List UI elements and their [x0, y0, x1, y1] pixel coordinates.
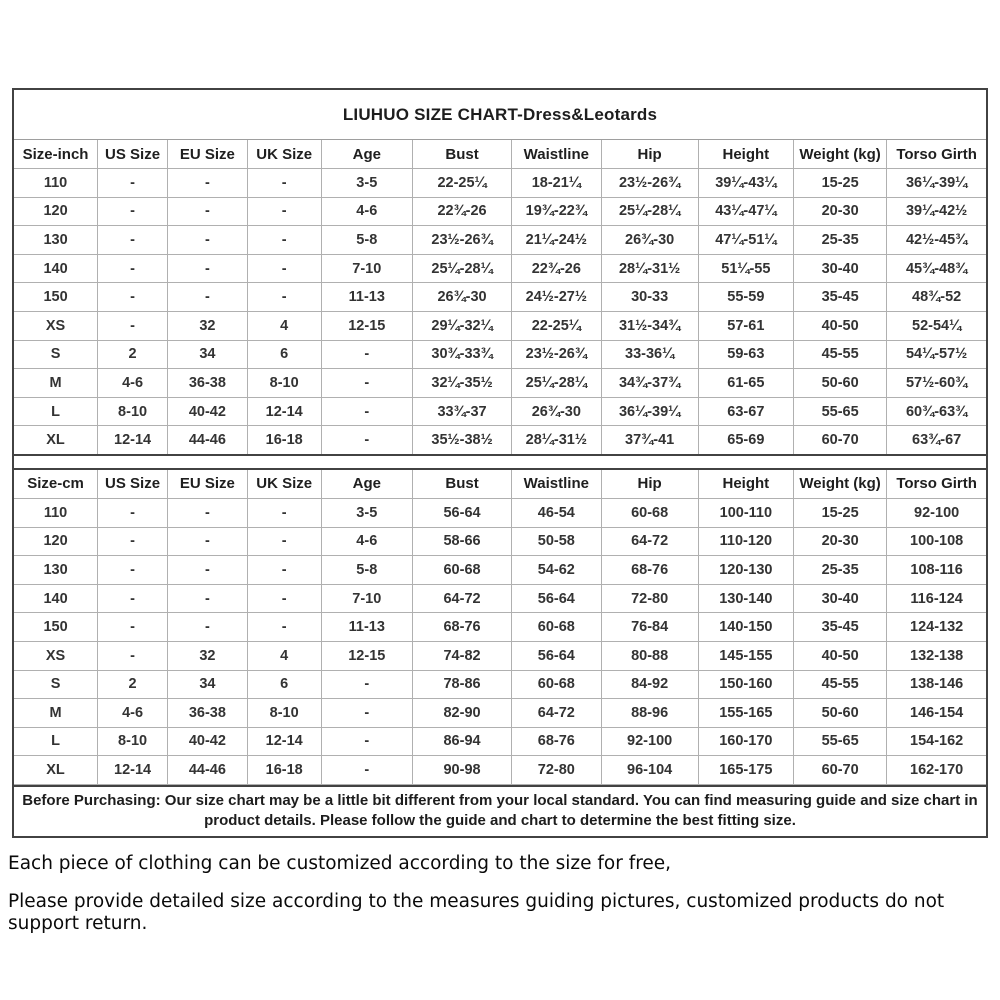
column-header: Height	[698, 469, 793, 499]
table-cell: 23½-26¾	[601, 169, 698, 198]
size-table-cm	[14, 468, 986, 785]
table-cell: 12-14	[247, 727, 321, 756]
table-cell: 42½-45¾	[887, 226, 986, 255]
column-header: EU Size	[168, 140, 248, 169]
table-cell: 60-68	[512, 670, 601, 699]
table-cell: 11-13	[321, 613, 412, 642]
table-cell: 92-100	[601, 727, 698, 756]
table-cell: 6	[247, 670, 321, 699]
table-cell: 155-165	[698, 699, 793, 728]
table-cell: 110	[14, 169, 98, 198]
table-cell: 4-6	[98, 699, 168, 728]
column-header: Hip	[601, 140, 698, 169]
table-cell: 12-14	[98, 426, 168, 455]
table-cell: 3-5	[321, 498, 412, 527]
table-cell: 39¼-43¼	[698, 169, 793, 198]
table-cell: 80-88	[601, 641, 698, 670]
table-cell: 50-60	[793, 699, 886, 728]
table-cell: 26¾-30	[601, 226, 698, 255]
column-header: Bust	[412, 140, 511, 169]
table-cell: 12-14	[247, 397, 321, 426]
table-cell: 15-25	[793, 498, 886, 527]
table-cell: L	[14, 727, 98, 756]
table-cell: 146-154	[887, 699, 986, 728]
table-cell: L	[14, 397, 98, 426]
purchase-note: Before Purchasing: Our size chart may be a little bit different from your local standard. You can find measuring guide and size chart in product details. Please follow the guide and chart to determine the best fitting size.	[14, 785, 986, 837]
table-cell: -	[321, 340, 412, 369]
table-cell: -	[168, 613, 248, 642]
table-cell: -	[247, 584, 321, 613]
table-cell: 45-55	[793, 670, 886, 699]
table-cell: 60-68	[412, 556, 511, 585]
table-cell: 68-76	[601, 556, 698, 585]
column-header: Torso Girth	[887, 140, 986, 169]
table-cell: 24½-27½	[512, 283, 601, 312]
footer-note-2: Please provide detailed size according to the measures guiding pictures, customized products do not support return.	[8, 891, 945, 934]
table-cell: 82-90	[412, 699, 511, 728]
table-cell: 72-80	[601, 584, 698, 613]
table-cell: 150	[14, 613, 98, 642]
table-cell: 150-160	[698, 670, 793, 699]
table-cell: 22¾-26	[412, 197, 511, 226]
table-cell: 37¾-41	[601, 426, 698, 455]
table-cell: 21¼-24½	[512, 226, 601, 255]
column-header: EU Size	[168, 469, 248, 499]
column-header: US Size	[98, 469, 168, 499]
table-cell: 44-46	[168, 756, 248, 785]
header-row	[14, 140, 986, 169]
table-cell: S	[14, 670, 98, 699]
table-cell: 12-15	[321, 641, 412, 670]
table-cell: 36-38	[168, 699, 248, 728]
table-cell: 11-13	[321, 283, 412, 312]
table-cell: 56-64	[512, 641, 601, 670]
table-cell: 57½-60¾	[887, 369, 986, 398]
table-cell: 47¼-51¼	[698, 226, 793, 255]
table-cell: -	[247, 197, 321, 226]
table-cell: 63¾-67	[887, 426, 986, 455]
table-cell: 120	[14, 527, 98, 556]
column-header: Weight (kg)	[793, 140, 886, 169]
table-cell: -	[321, 699, 412, 728]
column-header: Waistline	[512, 469, 601, 499]
table-cell: 8-10	[98, 397, 168, 426]
table-cell: 22-25¼	[512, 311, 601, 340]
table-cell: 36-38	[168, 369, 248, 398]
table-row	[14, 254, 986, 283]
table-cell: -	[247, 283, 321, 312]
table-cell: -	[98, 254, 168, 283]
table-cell: 31½-34¾	[601, 311, 698, 340]
table-cell: -	[247, 527, 321, 556]
table-cell: 35-45	[793, 613, 886, 642]
table-cell: XL	[14, 426, 98, 455]
table-cell: 86-94	[412, 727, 511, 756]
chart-title: LIUHUO SIZE CHART-Dress&Leotards	[14, 90, 986, 140]
table-cell: XS	[14, 311, 98, 340]
table-cell: 64-72	[601, 527, 698, 556]
column-header: Size-cm	[14, 469, 98, 499]
table-cell: 88-96	[601, 699, 698, 728]
table-cell: 57-61	[698, 311, 793, 340]
table-row	[14, 699, 986, 728]
column-header: Height	[698, 140, 793, 169]
table-cell: -	[168, 283, 248, 312]
table-cell: 26¾-30	[512, 397, 601, 426]
table-cell: -	[168, 556, 248, 585]
table-cell: M	[14, 699, 98, 728]
column-header: Weight (kg)	[793, 469, 886, 499]
table-cell: -	[168, 584, 248, 613]
column-header: Age	[321, 469, 412, 499]
table-row	[14, 226, 986, 255]
table-cell: 46-54	[512, 498, 601, 527]
table-cell: 12-14	[98, 756, 168, 785]
table-row	[14, 641, 986, 670]
table-cell: 25¼-28¼	[412, 254, 511, 283]
table-row	[14, 369, 986, 398]
table-cell: 23½-26¾	[512, 340, 601, 369]
table-cell: 25¼-28¼	[512, 369, 601, 398]
table-cell: -	[98, 169, 168, 198]
table-cell: 120	[14, 197, 98, 226]
table-cell: 162-170	[887, 756, 986, 785]
table-cell: 120-130	[698, 556, 793, 585]
table-cell: 30-40	[793, 584, 886, 613]
table-cell: 72-80	[512, 756, 601, 785]
table-cell: 2	[98, 670, 168, 699]
table-cell: 54¼-57½	[887, 340, 986, 369]
table-cell: 7-10	[321, 254, 412, 283]
table-cell: 55-65	[793, 397, 886, 426]
table-cell: 60-70	[793, 756, 886, 785]
table-cell: 4-6	[321, 527, 412, 556]
table-cell: 6	[247, 340, 321, 369]
table-cell: 90-98	[412, 756, 511, 785]
table-cell: 44-46	[168, 426, 248, 455]
table-cell: -	[98, 584, 168, 613]
table-cell: 4-6	[98, 369, 168, 398]
table-cell: -	[247, 613, 321, 642]
table-cell: -	[98, 556, 168, 585]
table-cell: 33¾-37	[412, 397, 511, 426]
table-cell: 32	[168, 311, 248, 340]
table-cell: 78-86	[412, 670, 511, 699]
table-cell: 30-33	[601, 283, 698, 312]
table-cell: -	[247, 556, 321, 585]
table-cell: 138-146	[887, 670, 986, 699]
table-cell: 3-5	[321, 169, 412, 198]
table-cell: S	[14, 340, 98, 369]
table-row	[14, 498, 986, 527]
table-cell: 130-140	[698, 584, 793, 613]
table-row	[14, 527, 986, 556]
table-cell: 140	[14, 254, 98, 283]
table-cell: 64-72	[412, 584, 511, 613]
table-cell: 8-10	[247, 699, 321, 728]
table-cell: 55-59	[698, 283, 793, 312]
table-cell: 8-10	[247, 369, 321, 398]
table-cell: 50-58	[512, 527, 601, 556]
table-cell: -	[247, 498, 321, 527]
table-cell: 165-175	[698, 756, 793, 785]
table-cell: 18-21¼	[512, 169, 601, 198]
column-header: US Size	[98, 140, 168, 169]
table-cell: 130	[14, 556, 98, 585]
table-cell: 130	[14, 226, 98, 255]
table-cell: 20-30	[793, 197, 886, 226]
table-cell: -	[98, 527, 168, 556]
table-cell: 36¼-39¼	[601, 397, 698, 426]
table-cell: 50-60	[793, 369, 886, 398]
table-cell: -	[247, 226, 321, 255]
table-cell: 40-50	[793, 311, 886, 340]
table-cell: -	[321, 369, 412, 398]
table-cell: 116-124	[887, 584, 986, 613]
table-cell: -	[168, 527, 248, 556]
table-cell: 22¾-26	[512, 254, 601, 283]
table-cell: 36¼-39¼	[887, 169, 986, 198]
table-cell: 28¼-31½	[512, 426, 601, 455]
column-header: UK Size	[247, 140, 321, 169]
table-row	[14, 727, 986, 756]
table-row	[14, 311, 986, 340]
table-row	[14, 397, 986, 426]
table-cell: 40-42	[168, 397, 248, 426]
table-cell: 12-15	[321, 311, 412, 340]
table-gap	[14, 456, 986, 468]
table-cell: 74-82	[412, 641, 511, 670]
table-cell: -	[247, 254, 321, 283]
table-cell: 35½-38½	[412, 426, 511, 455]
column-header: Age	[321, 140, 412, 169]
table-row	[14, 584, 986, 613]
table-cell: -	[321, 727, 412, 756]
table-row	[14, 613, 986, 642]
table-cell: 30-40	[793, 254, 886, 283]
table-row	[14, 556, 986, 585]
table-cell: -	[98, 197, 168, 226]
table-cell: 25-35	[793, 226, 886, 255]
table-cell: 56-64	[512, 584, 601, 613]
table-cell: -	[321, 756, 412, 785]
table-cell: -	[168, 254, 248, 283]
column-header: Hip	[601, 469, 698, 499]
table-cell: 160-170	[698, 727, 793, 756]
table-cell: 25-35	[793, 556, 886, 585]
table-row	[14, 197, 986, 226]
table-cell: 64-72	[512, 699, 601, 728]
column-header: Waistline	[512, 140, 601, 169]
table-cell: 140	[14, 584, 98, 613]
table-cell: 124-132	[887, 613, 986, 642]
table-cell: 110	[14, 498, 98, 527]
table-cell: 60-68	[512, 613, 601, 642]
table-cell: XS	[14, 641, 98, 670]
table-cell: 30¾-33¾	[412, 340, 511, 369]
table-row	[14, 670, 986, 699]
table-cell: -	[321, 426, 412, 455]
table-cell: 68-76	[512, 727, 601, 756]
table-cell: -	[168, 226, 248, 255]
table-cell: 154-162	[887, 727, 986, 756]
table-cell: 4	[247, 641, 321, 670]
table-cell: 84-92	[601, 670, 698, 699]
table-cell: 108-116	[887, 556, 986, 585]
size-table-inch	[14, 140, 986, 456]
table-cell: -	[98, 311, 168, 340]
table-cell: -	[321, 397, 412, 426]
table-cell: 100-108	[887, 527, 986, 556]
table-cell: 5-8	[321, 556, 412, 585]
table-cell: 55-65	[793, 727, 886, 756]
table-cell: 96-104	[601, 756, 698, 785]
table-cell: 33-36¼	[601, 340, 698, 369]
table-cell: -	[98, 226, 168, 255]
table-cell: 58-66	[412, 527, 511, 556]
table-cell: 15-25	[793, 169, 886, 198]
table-cell: 60-68	[601, 498, 698, 527]
table-cell: 110-120	[698, 527, 793, 556]
footer-note-1: Each piece of clothing can be customized according to the size for free,	[8, 853, 672, 874]
table-cell: 39¼-42½	[887, 197, 986, 226]
table-cell: 150	[14, 283, 98, 312]
table-cell: 65-69	[698, 426, 793, 455]
table-cell: -	[98, 641, 168, 670]
table-cell: 25¼-28¼	[601, 197, 698, 226]
table-cell: -	[168, 169, 248, 198]
table-cell: -	[321, 670, 412, 699]
table-cell: 40-42	[168, 727, 248, 756]
table-row	[14, 426, 986, 455]
table-cell: 40-50	[793, 641, 886, 670]
table-cell: 32¼-35½	[412, 369, 511, 398]
table-cell: 32	[168, 641, 248, 670]
table-cell: -	[168, 498, 248, 527]
table-cell: 48¾-52	[887, 283, 986, 312]
table-cell: 52-54¼	[887, 311, 986, 340]
table-cell: 29¼-32¼	[412, 311, 511, 340]
table-cell: 76-84	[601, 613, 698, 642]
table-cell: 28¼-31½	[601, 254, 698, 283]
table-cell: 7-10	[321, 584, 412, 613]
table-row	[14, 283, 986, 312]
table-cell: 16-18	[247, 756, 321, 785]
column-header: Size-inch	[14, 140, 98, 169]
table-cell: 45-55	[793, 340, 886, 369]
table-cell: 68-76	[412, 613, 511, 642]
table-cell: 61-65	[698, 369, 793, 398]
table-cell: 22-25¼	[412, 169, 511, 198]
table-cell: 8-10	[98, 727, 168, 756]
table-cell: 19¾-22¾	[512, 197, 601, 226]
table-cell: 20-30	[793, 527, 886, 556]
table-cell: 140-150	[698, 613, 793, 642]
table-cell: 34	[168, 340, 248, 369]
table-cell: -	[98, 613, 168, 642]
table-cell: 45¾-48¾	[887, 254, 986, 283]
table-cell: 16-18	[247, 426, 321, 455]
table-cell: 100-110	[698, 498, 793, 527]
table-cell: 145-155	[698, 641, 793, 670]
column-header: Torso Girth	[887, 469, 986, 499]
table-cell: 23½-26¾	[412, 226, 511, 255]
table-cell: 4	[247, 311, 321, 340]
header-row	[14, 469, 986, 499]
table-cell: 26¾-30	[412, 283, 511, 312]
column-header: Bust	[412, 469, 511, 499]
table-row	[14, 169, 986, 198]
table-cell: 35-45	[793, 283, 886, 312]
table-cell: -	[98, 498, 168, 527]
table-cell: 132-138	[887, 641, 986, 670]
table-cell: 60-70	[793, 426, 886, 455]
table-cell: 4-6	[321, 197, 412, 226]
size-chart	[12, 88, 988, 838]
table-cell: M	[14, 369, 98, 398]
table-cell: 60¾-63¾	[887, 397, 986, 426]
footer-notes	[8, 853, 993, 935]
table-cell: 34¾-37¾	[601, 369, 698, 398]
table-cell: 51¼-55	[698, 254, 793, 283]
table-cell: -	[168, 197, 248, 226]
column-header: UK Size	[247, 469, 321, 499]
table-cell: 63-67	[698, 397, 793, 426]
table-cell: 5-8	[321, 226, 412, 255]
table-cell: 59-63	[698, 340, 793, 369]
table-cell: 54-62	[512, 556, 601, 585]
table-row	[14, 340, 986, 369]
table-cell: 34	[168, 670, 248, 699]
table-cell: -	[98, 283, 168, 312]
table-cell: 43¼-47¼	[698, 197, 793, 226]
table-cell: 56-64	[412, 498, 511, 527]
table-cell: -	[247, 169, 321, 198]
table-cell: 2	[98, 340, 168, 369]
table-row	[14, 756, 986, 785]
table-cell: 92-100	[887, 498, 986, 527]
table-cell: XL	[14, 756, 98, 785]
